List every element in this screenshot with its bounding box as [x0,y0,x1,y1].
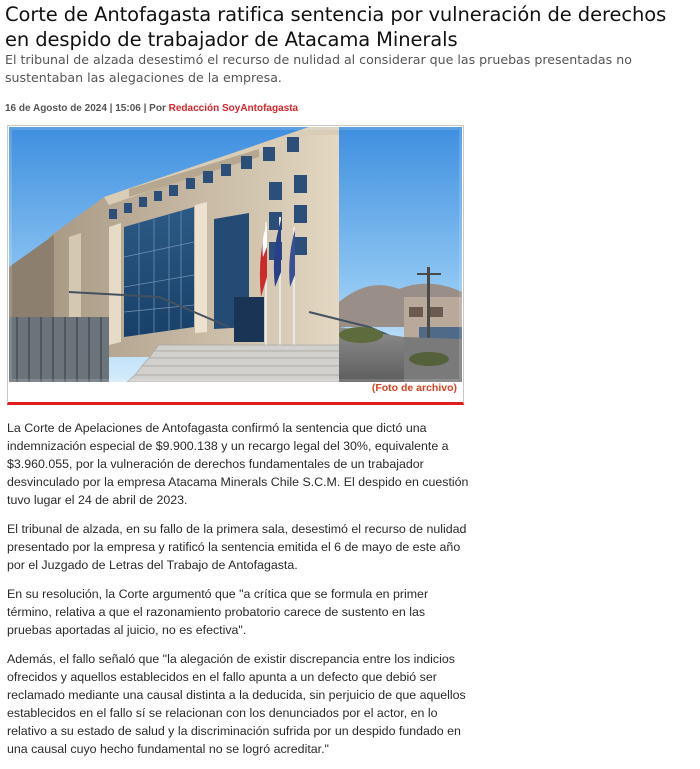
article-date-time: 16 de Agosto de 2024 | 15:06 | Por [5,103,169,114]
author-link[interactable]: Redacción SoyAntofagasta [168,103,299,114]
image-caption: (Foto de archivo) [371,382,457,394]
article-paragraph: En su resolución, la Corte argumentó que "a crítica que se formula en primer término, relativa a que el razonamiento probatorio carece de sustento en las pruebas aportadas al juicio, no es efectiva". [7,587,429,637]
courthouse-photo [9,127,462,382]
article-image-figure [7,125,464,405]
article-paragraph: La Corte de Apelaciones de Antofagasta confirmó la sentencia que dictó una indemnización especial de $9.900.138 y un recargo legal del 30%, equivalente a $3.960.055, por la vulneración de derechos fundamentales de un trabajador desvinculado por la empresa Atacama Minerals Chile S.C.M. El despido en cuestión tuvo lugar el 24 de abril de 2023. [7,421,469,507]
article-paragraph: Además, el fallo señaló que "la alegación de existir discrepancia entre los indicios ofrecidos y aquellos establecidos en el fallo apunta a un defecto que debió ser reclamado mediante una causal distinta a la deducida, sin perjuicio de que aquellos establecidos en el fallo sí se relacionan con los denunciados por el actor, en lo relativo a su estado de salud y la discriminación sufrida por un despido fundado en una causal cuyo hecho fundamental no se logró acreditar." [7,652,466,756]
article-lead: El tribunal de alzada desestimó el recurso de nulidad al considerar que las pruebas presentadas no sustentaban las alegaciones de la empresa. [5,52,632,85]
article-paragraph: El tribunal de alzada, en su fallo de la primera sala, desestimó el recurso de nulidad presentado por la empresa y ratificó la sentencia emitida el 6 de mayo de este año por el Juzgado de Letras del Trabajo de Antofagasta. [7,522,467,572]
article-meta [5,103,298,114]
article-body [7,419,469,769]
article-headline: Corte de Antofagasta ratifica sentencia por vulneración de derechos en despido de trabajador de Atacama Minerals [5,3,667,51]
